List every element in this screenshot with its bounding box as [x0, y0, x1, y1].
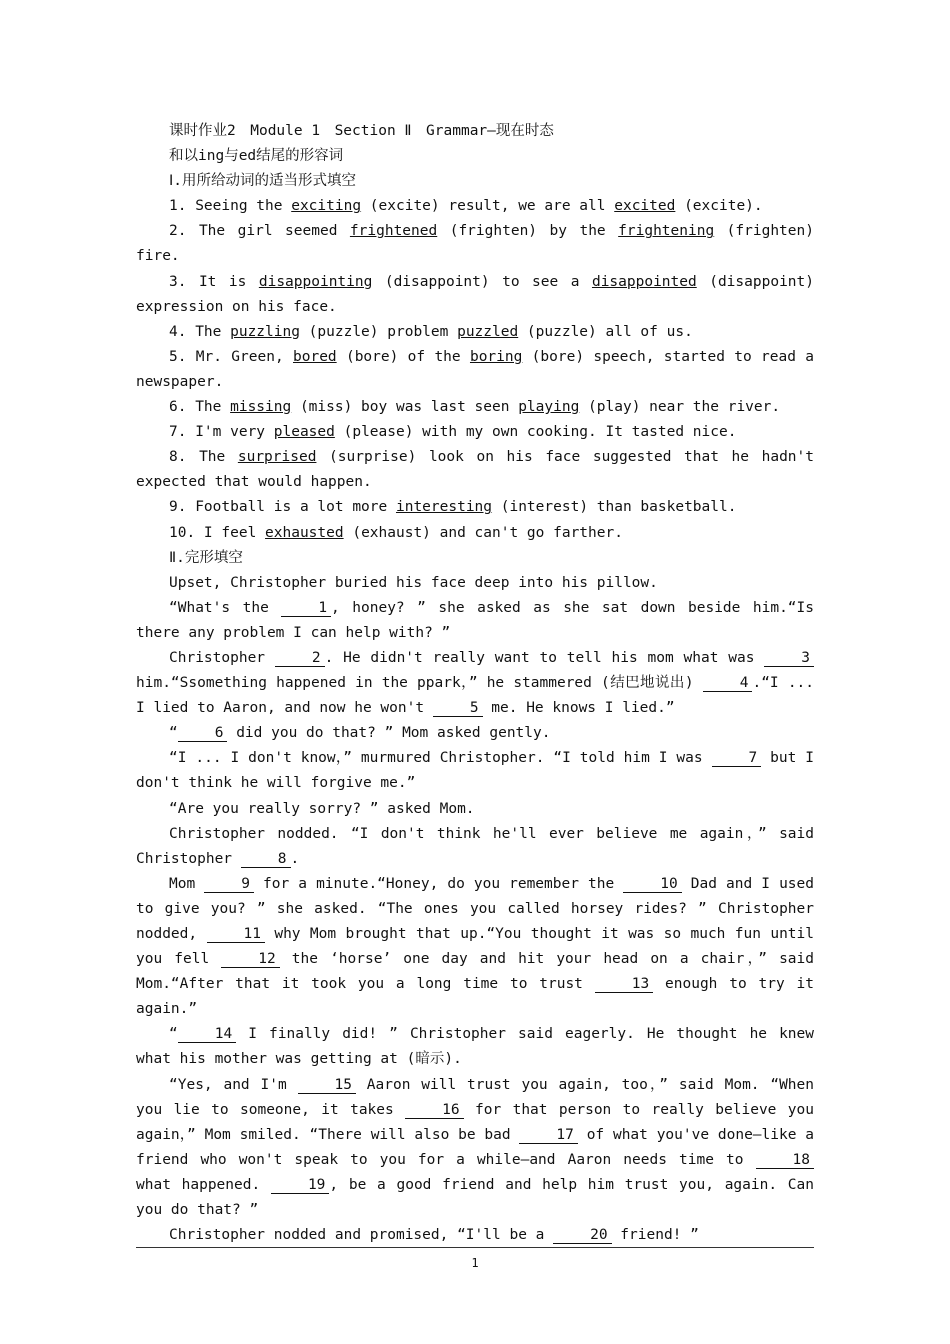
- passage-text: Upset, Christopher buried his face deep into his pillow.: [169, 574, 658, 591]
- cloze-blank[interactable]: 20: [553, 1227, 611, 1244]
- passage-text: “I ... I don't know，” murmured Christopher. “I told him I was: [169, 750, 712, 767]
- passage-paragraph: [136, 1022, 814, 1072]
- section1-heading: Ⅰ.用所给动词的适当形式填空: [169, 173, 357, 190]
- exercise-item: [136, 445, 814, 495]
- passage-text: Christopher nodded and promised, “I'll be a: [169, 1227, 554, 1244]
- passage-paragraph: [136, 646, 814, 721]
- passage-text: “Yes, and I'm: [169, 1076, 298, 1093]
- answer-word: frightening: [618, 223, 715, 240]
- cloze-blank[interactable]: 18: [756, 1152, 814, 1169]
- answer-word: interesting: [395, 499, 493, 516]
- exercise-item: [136, 521, 814, 546]
- cloze-blank[interactable]: 15: [298, 1077, 356, 1094]
- passage-paragraph: [136, 1223, 814, 1248]
- passage-text: Christopher: [169, 649, 275, 666]
- item-text: 4. The: [169, 323, 231, 340]
- passage-text: friend! ”: [611, 1227, 699, 1244]
- passage-text: did you do that? ” Mom asked gently.: [227, 725, 551, 742]
- section2-heading: Ⅱ.完形填空: [169, 549, 243, 566]
- item-text: (puzzle) all of us.: [518, 323, 693, 340]
- passage-text: Aaron will trust you again, too，” said Mom. “When you lie to someone, it takes: [136, 1076, 814, 1118]
- passage-paragraph: [136, 721, 814, 746]
- title-line-1: 课时作业2 Module 1 Section Ⅱ Grammar—现在时态: [169, 123, 554, 139]
- footer-rule: [136, 1247, 814, 1248]
- exercise-item: [136, 420, 814, 445]
- item-text: (interest) than basketball.: [492, 499, 737, 516]
- cloze-passage: [136, 571, 814, 1249]
- exercise-item: [136, 219, 814, 269]
- cloze-blank[interactable]: 6: [178, 725, 228, 742]
- title-line-2: 和以ing与ed结尾的形容词: [169, 148, 344, 165]
- item-text: (bore) of the: [336, 348, 470, 365]
- item-text: 3. It is: [169, 273, 259, 290]
- exercise-item: [136, 495, 814, 520]
- passage-text: .: [290, 850, 300, 867]
- cloze-blank[interactable]: 11: [207, 926, 265, 943]
- item-text: (surprise) look on his face suggested that he hadn't expected that would happen.: [136, 449, 814, 491]
- item-text: 2. The girl seemed: [169, 223, 350, 240]
- answer-word: disappointed: [591, 273, 697, 290]
- item-text: 10. I feel: [169, 524, 266, 541]
- item-text: (excite) result, we are all: [361, 198, 615, 215]
- item-text: 9. Football is a lot more: [169, 499, 396, 516]
- passage-paragraph: [136, 822, 814, 872]
- item-text: 5. Mr. Green,: [169, 348, 293, 365]
- answer-word: exhausted: [265, 524, 344, 541]
- item-text: (frighten) by the: [437, 223, 619, 240]
- exercise-item: [136, 320, 814, 345]
- item-text: (excite).: [675, 198, 763, 215]
- answer-word: bored: [293, 348, 337, 365]
- item-text: (exhaust) and can't go farther.: [343, 524, 623, 541]
- item-text: (frighten) fire.: [136, 223, 814, 265]
- exercise-item: [136, 345, 814, 395]
- passage-paragraph: [136, 872, 814, 1023]
- item-text: (miss) boy was last seen: [291, 399, 519, 416]
- cloze-blank[interactable]: 16: [405, 1102, 463, 1119]
- passage-text: Mom: [169, 875, 205, 892]
- answer-word: pleased: [273, 424, 335, 441]
- cloze-blank[interactable]: 14: [178, 1026, 236, 1043]
- cloze-blank[interactable]: 19: [271, 1177, 329, 1194]
- passage-text: . He didn't really want to tell his mom what was: [324, 649, 765, 666]
- cloze-blank[interactable]: 5: [433, 700, 483, 717]
- answer-word: disappointing: [258, 273, 373, 290]
- item-text: (please) with my own cooking. It tasted nice.: [334, 424, 737, 441]
- item-text: 1. Seeing the: [169, 198, 292, 215]
- cloze-blank[interactable]: 10: [623, 876, 681, 893]
- passage-text: .“I ... I lied to Aaron, and now he won't: [136, 675, 815, 717]
- cloze-blank[interactable]: 12: [221, 951, 279, 968]
- passage-text: Christopher nodded. “I don't think he'll ever believe me again，” said Christopher: [136, 825, 814, 867]
- exercise-item: [136, 270, 814, 320]
- passage-text: “What's the: [169, 599, 282, 616]
- answer-word: playing: [518, 399, 580, 416]
- answer-word: exciting: [291, 198, 362, 215]
- answer-word: puzzled: [457, 323, 519, 340]
- passage-text: what happened.: [136, 1176, 271, 1193]
- item-text: 6. The: [169, 399, 231, 416]
- page-number: 1: [471, 1256, 479, 1270]
- answer-word: excited: [614, 198, 676, 215]
- answer-word: surprised: [237, 449, 317, 466]
- passage-text: “: [169, 725, 178, 742]
- passage-paragraph: [136, 797, 814, 822]
- answer-word: boring: [469, 348, 523, 365]
- passage-text: but I don't think he will forgive me.”: [136, 750, 815, 792]
- answer-word: missing: [230, 399, 292, 416]
- passage-text: , be a good friend and help him trust you, again. Can you do that? ”: [136, 1176, 814, 1219]
- passage-text: why Mom brought that up.“You thought it was so much fun until you fell: [136, 926, 815, 968]
- passage-text: me. He knows I lied.”: [482, 700, 675, 717]
- item-text: 8. The: [169, 449, 238, 466]
- cloze-blank[interactable]: 17: [519, 1127, 577, 1144]
- passage-text: for that person to really believe you again，” Mom smiled. “There will also be bad: [136, 1101, 814, 1143]
- passage-paragraph: [136, 596, 814, 646]
- passage-text: the ‘horse’ one day and hit your head on a chair，” said Mom.“After that it took you a long time to trust: [136, 951, 814, 993]
- cloze-blank[interactable]: 1: [281, 600, 331, 617]
- passage-text: him.“Ssomething happened in the ppark，” he stammered (结巴地说出): [136, 675, 703, 692]
- cloze-blank[interactable]: 8: [241, 851, 291, 868]
- item-text: 7. I'm very: [169, 424, 274, 441]
- passage-text: “: [169, 1026, 178, 1043]
- item-text: (disappoint) expression on his face.: [136, 273, 814, 315]
- passage-text: of what you've done—like a friend who won't speak to you for a while—and Aaron needs time to: [136, 1126, 814, 1168]
- item-text: (bore) speech, started to read a newspaper.: [136, 348, 814, 390]
- cloze-blank[interactable]: 7: [712, 750, 762, 767]
- item-text: (puzzle) problem: [299, 323, 458, 340]
- passage-text: I finally did! ” Christopher said eagerly. He thought he knew what his mother was getting at (暗示).: [136, 1026, 814, 1068]
- passage-text: enough to try it again.”: [136, 976, 814, 1018]
- passage-text: “Are you really sorry? ” asked Mom.: [169, 800, 475, 817]
- passage-paragraph: [136, 1073, 814, 1224]
- passage-paragraph: [136, 746, 814, 796]
- item-text: (disappoint) to see a: [372, 273, 592, 290]
- passage-text: Dad and I used to give you? ” she asked. “The ones you called horsey rides? ” Christopher nodded,: [136, 875, 814, 942]
- passage-text: for a minute.“Honey, do you remember the: [253, 875, 624, 892]
- cloze-blank[interactable]: 4: [703, 675, 753, 692]
- cloze-blank[interactable]: 9: [204, 876, 254, 893]
- cloze-blank[interactable]: 3: [764, 650, 814, 667]
- answer-word: frightened: [349, 223, 438, 240]
- cloze-blank[interactable]: 13: [595, 976, 653, 993]
- answer-word: puzzling: [230, 323, 300, 340]
- passage-paragraph: [136, 571, 814, 596]
- exercise-item: [136, 194, 814, 219]
- cloze-blank[interactable]: 2: [275, 650, 325, 667]
- section1-items: [136, 194, 814, 545]
- passage-text: , honey? ” she asked as she sat down beside him.“Is there any problem I can help with? ”: [136, 599, 814, 641]
- item-text: (play) near the river.: [579, 399, 781, 416]
- exercise-item: [136, 395, 814, 420]
- document-body: [136, 119, 814, 1248]
